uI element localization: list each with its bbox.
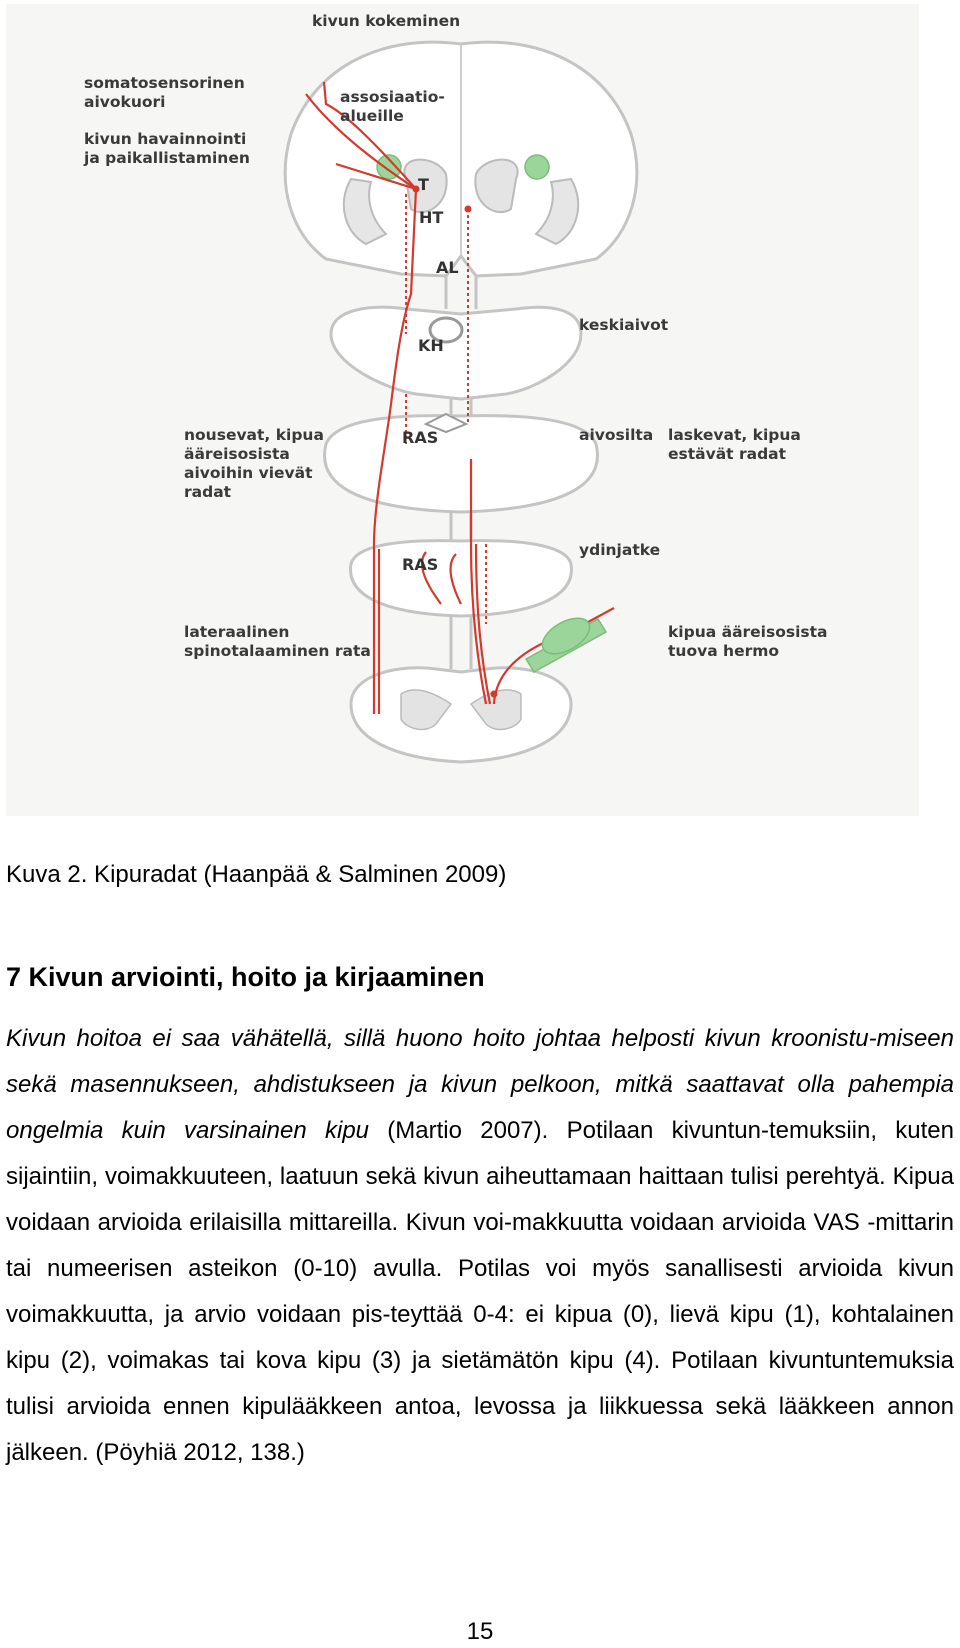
figure-caption: Kuva 2. Kipuradat (Haanpää & Salminen 2009)	[6, 861, 507, 888]
regular-text: (Martio 2007). Potilaan kivuntun-temuksiin, kuten sijaintiin, voimakkuuteen, laatuun sekä kivun aiheuttamaan haittaan tulisi perehtyä. Kipua voidaan arvioida erilaisilla mittareilla. Kivun voi-makkuutta voidaan arvioida VAS -mittarin tai numeerisen asteikon (0-10) avulla. Potilas voi myös sanallisesti arvioida kivun voimakkuutta, ja arvio voidaan pis-teyttää 0-4: ei kipua (0), lievä kipu (1), kohtalainen kipu (2), voimakas tai kova kipu (3) ja sietämätön kipu (4). Potilaan kivuntuntemuksia tulisi arvioida ennen kipulääkkeen antoa, levossa ja liikkuessa sekä lääkkeen annon jälkeen. (Pöyhiä 2012, 138.)	[6, 1117, 954, 1466]
label-HT: HT	[419, 208, 444, 227]
label-keskiaivot: keskiaivot	[579, 316, 669, 334]
label-laskevat: laskevat, kipua	[668, 426, 801, 444]
label-AL: AL	[436, 258, 459, 277]
label-aivosilta: aivosilta	[579, 426, 654, 444]
label-aareisosista: ääreisosista	[184, 445, 290, 463]
label-aivoihin-vievat: aivoihin vievät	[184, 464, 313, 482]
pain-pathways-diagram	[6, 4, 919, 816]
label-radat: radat	[184, 483, 232, 501]
label-spinotalaaminen-rata: spinotalaaminen rata	[184, 642, 371, 660]
label-RAS-lower: RAS	[402, 555, 439, 574]
label-somatosensorinen: somatosensorinen	[84, 74, 245, 92]
label-alueille: alueille	[340, 107, 404, 125]
label-kivun-kokeminen: kivun kokeminen	[312, 12, 461, 30]
label-RAS-upper: RAS	[402, 428, 439, 447]
spinal-cord-section	[351, 668, 571, 762]
brain-section	[285, 42, 637, 276]
label-kipua-aareisosista: kipua ääreisosista	[668, 623, 828, 641]
label-lateraalinen: lateraalinen	[184, 623, 290, 641]
label-KH: KH	[418, 336, 444, 355]
label-paikallistaminen: ja paikallistaminen	[84, 149, 250, 167]
pons-section	[325, 416, 598, 512]
page-number: 15	[466, 1618, 494, 1645]
right-green-spot	[525, 155, 549, 179]
label-havainnointi: kivun havainnointi	[84, 130, 247, 148]
section-heading: 7 Kivun arviointi, hoito ja kirjaaminen	[6, 962, 485, 992]
italic-text: Kivun hoitoa ei saa vähätellä, sillä huono hoito johtaa helposti kivun kroonistu-miseen sekä masennukseen, ahdistukseen ja kivun pelkoon, mitkä saattavat olla pahempia ongelmia kuin varsinainen kipu	[6, 1025, 954, 1144]
body-paragraph	[6, 1016, 954, 1476]
medulla-section	[351, 541, 572, 616]
label-aivokuori: aivokuori	[84, 93, 166, 111]
label-tuova-hermo: tuova hermo	[668, 642, 780, 660]
label-ydinjatke: ydinjatke	[579, 541, 661, 559]
label-T: T	[418, 175, 429, 194]
label-nousevat: nousevat, kipua	[184, 426, 324, 444]
pain-pathways-figure	[6, 4, 919, 816]
label-assosiaatio: assosiaatio-	[340, 88, 445, 106]
label-estavat-radat: estävät radat	[668, 445, 787, 463]
